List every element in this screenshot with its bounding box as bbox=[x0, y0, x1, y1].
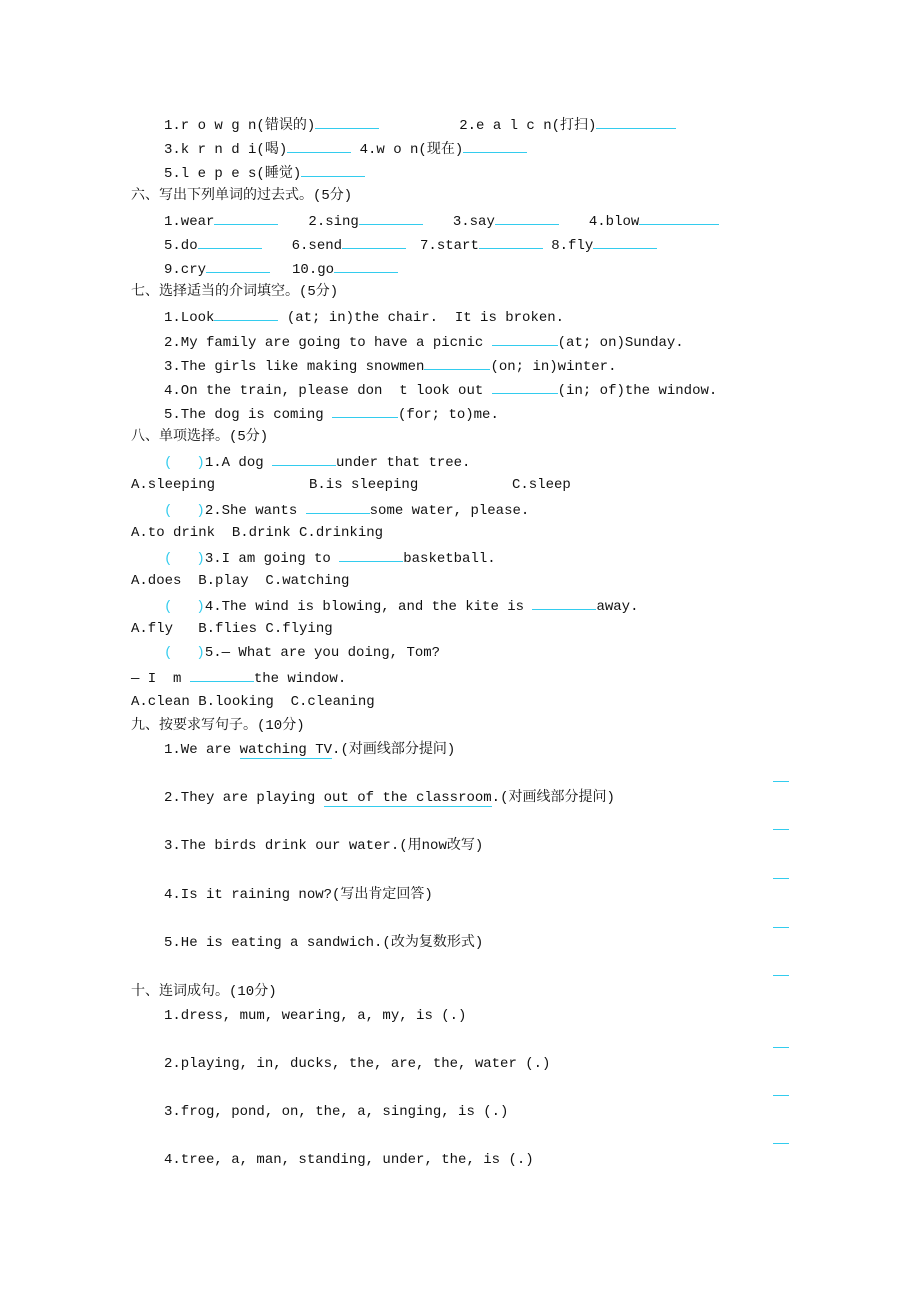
answer-bracket[interactable]: ( bbox=[164, 551, 173, 567]
q-text: .(对画线部分提问) bbox=[332, 742, 456, 758]
q-text: 9.cry bbox=[164, 262, 207, 278]
option: A.sleeping bbox=[131, 477, 216, 493]
answer-bracket[interactable]: ) bbox=[196, 455, 205, 471]
answer-blank[interactable] bbox=[206, 258, 270, 273]
q-text: 6.send bbox=[291, 238, 343, 254]
q-text: 1.r o w g n(错误的) bbox=[164, 118, 316, 134]
s7-q1 bbox=[164, 306, 564, 328]
answer-line[interactable] bbox=[773, 975, 789, 976]
answer-blank[interactable] bbox=[359, 210, 423, 225]
q-text: (at; on)Sunday. bbox=[557, 335, 684, 351]
s8-q2 bbox=[164, 499, 529, 521]
s8-q5-reply bbox=[131, 667, 346, 689]
s8-q4 bbox=[164, 595, 638, 617]
s6-line3 bbox=[164, 258, 398, 280]
q-text: (on; in)winter. bbox=[490, 359, 617, 375]
s7-q4 bbox=[164, 379, 717, 401]
options: A.fly B.flies C.flying bbox=[131, 621, 333, 637]
answer-blank[interactable] bbox=[593, 234, 657, 249]
answer-blank[interactable] bbox=[315, 114, 379, 129]
q-text: 4.On the train, please don t look out bbox=[164, 383, 492, 399]
answer-line[interactable] bbox=[773, 1047, 789, 1048]
q-text: 1.wear bbox=[164, 214, 215, 230]
answer-line[interactable] bbox=[773, 781, 789, 782]
answer-blank[interactable] bbox=[479, 234, 543, 249]
s6-line1 bbox=[164, 210, 719, 232]
q-text: 1.dress, mum, wearing, a, my, is (.) bbox=[164, 1008, 467, 1024]
q-text: 3.The birds drink our water.(用now改写) bbox=[164, 838, 484, 854]
s9-q1 bbox=[164, 740, 455, 760]
option: C.sleep bbox=[512, 477, 571, 493]
answer-blank[interactable] bbox=[272, 451, 336, 466]
section-title: 七、选择适当的介词填空。(5分) bbox=[131, 284, 339, 300]
q-text: 4.The wind is blowing, and the kite is bbox=[204, 599, 533, 615]
s5-line3 bbox=[164, 162, 365, 184]
q-text: 2.They are playing bbox=[164, 790, 324, 806]
section-title: 六、写出下列单词的过去式。(5分) bbox=[131, 188, 353, 204]
q-text: 5.The dog is coming bbox=[164, 407, 333, 423]
q-text: — I m bbox=[131, 671, 190, 687]
answer-blank[interactable] bbox=[198, 234, 262, 249]
answer-blank[interactable] bbox=[463, 138, 527, 153]
q-text: 2.My family are going to have a picnic bbox=[164, 335, 492, 351]
s7-q2 bbox=[164, 331, 684, 353]
q-text: 2.e a l c n(打扫) bbox=[459, 118, 597, 134]
section-title: 九、按要求写句子。(10分) bbox=[131, 718, 305, 734]
answer-blank[interactable] bbox=[495, 210, 559, 225]
underlined-part: watching TV bbox=[239, 742, 333, 758]
q-text: (at; in)the chair. It is broken. bbox=[278, 310, 565, 326]
underlined-part: out of the classroom bbox=[323, 790, 492, 806]
answer-blank[interactable] bbox=[214, 306, 278, 321]
option: B.is sleeping bbox=[309, 477, 419, 493]
q-text: .(对画线部分提问) bbox=[491, 790, 615, 806]
answer-blank[interactable] bbox=[424, 355, 490, 370]
answer-bracket[interactable]: ) bbox=[196, 599, 205, 615]
s5-line2 bbox=[164, 138, 527, 160]
answer-blank[interactable] bbox=[339, 547, 403, 562]
answer-line[interactable] bbox=[773, 878, 789, 879]
answer-blank[interactable] bbox=[639, 210, 719, 225]
answer-bracket[interactable]: ( bbox=[164, 645, 173, 661]
q-text: 1.Look bbox=[164, 310, 215, 326]
options: A.to drink B.drink C.drinking bbox=[131, 525, 384, 541]
answer-blank[interactable] bbox=[342, 234, 406, 249]
answer-blank[interactable] bbox=[190, 667, 254, 682]
section-title: 八、单项选择。(5分) bbox=[131, 429, 269, 445]
q-text: 1.A dog bbox=[204, 455, 273, 471]
q-text: 1.We are bbox=[164, 742, 240, 758]
q-text: 2.playing, in, ducks, the, are, the, water (.) bbox=[164, 1056, 551, 1072]
answer-blank[interactable] bbox=[492, 379, 558, 394]
q-text: 10.go bbox=[292, 262, 335, 278]
q-text: (in; of)the window. bbox=[557, 383, 718, 399]
answer-line[interactable] bbox=[773, 927, 789, 928]
q-text: 3.frog, pond, on, the, a, singing, is (.) bbox=[164, 1104, 509, 1120]
q-text: 5.l e p e s(睡觉) bbox=[164, 166, 302, 182]
options: A.clean B.looking C.cleaning bbox=[131, 694, 375, 710]
q-text: 5.— What are you doing, Tom? bbox=[204, 645, 441, 661]
q-text: basketball. bbox=[403, 551, 496, 567]
answer-bracket[interactable]: ) bbox=[196, 645, 205, 661]
q-text: 4.blow bbox=[588, 214, 640, 230]
answer-blank[interactable] bbox=[287, 138, 351, 153]
q-text: some water, please. bbox=[369, 503, 530, 519]
answer-line[interactable] bbox=[773, 829, 789, 830]
q-text: (for; to)me. bbox=[398, 407, 499, 423]
answer-bracket[interactable]: ( bbox=[164, 455, 173, 471]
section-title: 十、连词成句。(10分) bbox=[131, 984, 277, 1000]
answer-line[interactable] bbox=[773, 1095, 789, 1096]
answer-line[interactable] bbox=[773, 1143, 789, 1144]
s8-q5 bbox=[164, 643, 440, 663]
s8-q3 bbox=[164, 547, 496, 569]
q-text: 4.w o n(现在) bbox=[359, 142, 464, 158]
q-text: 2.sing bbox=[308, 214, 359, 230]
s9-q2 bbox=[164, 788, 615, 808]
q-text: 2.She wants bbox=[204, 503, 306, 519]
q-text: 4.Is it raining now?(写出肯定回答) bbox=[164, 887, 433, 903]
s7-q5 bbox=[164, 403, 499, 425]
answer-blank[interactable] bbox=[214, 210, 278, 225]
q-text: 5.He is eating a sandwich.(改为复数形式) bbox=[164, 935, 484, 951]
q-text: 8.fly bbox=[551, 238, 594, 254]
q-text: the window. bbox=[253, 671, 347, 687]
q-text: 3.The girls like making snowmen bbox=[164, 359, 425, 375]
answer-bracket[interactable]: ) bbox=[196, 551, 205, 567]
q-text: 3.k r n d i(喝) bbox=[164, 142, 288, 158]
q-text: away. bbox=[596, 599, 639, 615]
answer-blank[interactable] bbox=[596, 114, 676, 129]
options: A.does B.play C.watching bbox=[131, 573, 350, 589]
answer-bracket[interactable]: ) bbox=[196, 503, 205, 519]
answer-blank[interactable] bbox=[492, 331, 558, 346]
q-text: 3.I am going to bbox=[204, 551, 340, 567]
s5-line1 bbox=[164, 114, 676, 136]
s7-q3 bbox=[164, 355, 616, 377]
q-text: 4.tree, a, man, standing, under, the, is (.) bbox=[164, 1152, 534, 1168]
answer-blank[interactable] bbox=[332, 403, 398, 418]
q-text: 5.do bbox=[164, 238, 198, 254]
q-text: under that tree. bbox=[336, 455, 471, 471]
answer-blank[interactable] bbox=[306, 499, 370, 514]
answer-bracket[interactable]: ( bbox=[164, 599, 173, 615]
answer-blank[interactable] bbox=[334, 258, 398, 273]
s6-line2 bbox=[164, 234, 657, 256]
q-text: 7.start bbox=[420, 238, 479, 254]
answer-blank[interactable] bbox=[532, 595, 596, 610]
answer-blank[interactable] bbox=[301, 162, 365, 177]
answer-bracket[interactable]: ( bbox=[164, 503, 173, 519]
s8-q1 bbox=[164, 451, 470, 473]
s8-o1 bbox=[131, 475, 571, 495]
q-text: 3.say bbox=[452, 214, 495, 230]
